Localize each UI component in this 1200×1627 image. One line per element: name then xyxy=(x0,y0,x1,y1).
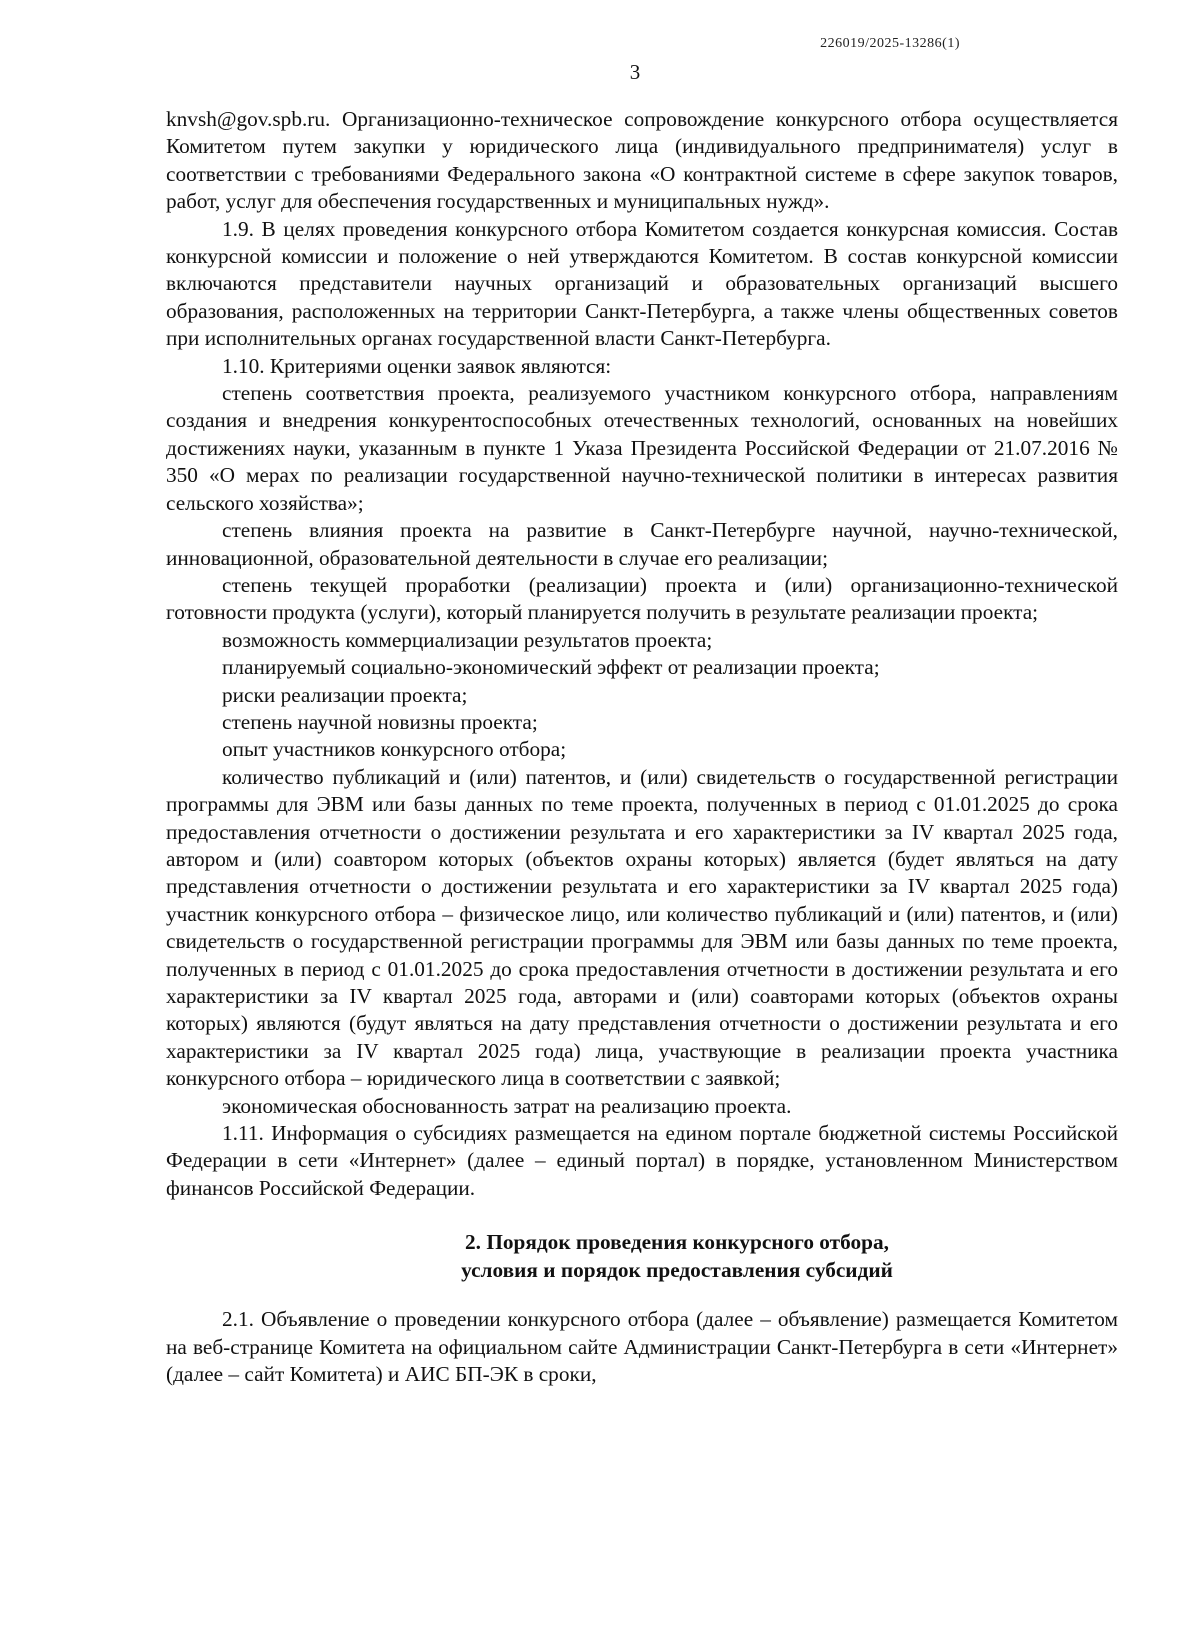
section-heading-line: условия и порядок предоставления субсидий xyxy=(461,1258,893,1283)
criterion-item: степень текущей проработки (реализации) проекта и (или) организационно-технической готовности продукта (услуги), который планируется получить в результате реализации проекта; xyxy=(166,572,1118,625)
criterion-item: риски реализации проекта; xyxy=(222,682,468,707)
paragraph-1-11: 1.11. Информация о субсидиях размещается на едином портале бюджетной системы Российской Федерации в сети «Интернет» (далее – единый портал) в порядке, установленном Министерством финансов Российской Федерации. xyxy=(166,1121,1118,1200)
criterion-item: планируемый социально-экономический эффект от реализации проекта; xyxy=(222,655,880,680)
section-heading xyxy=(166,1228,1118,1284)
document-body xyxy=(166,106,1118,1388)
paragraph-email-continuation: knvsh@gov.spb.ru. Организационно-техническое сопровождение конкурсного отбора осуществляется Комитетом путем закупки у юридического лица (индивидуального предпринимателя) услуг в соответствии с требованиями Федерального закона «О контрактной системе в сфере закупок товаров, работ, услуг для обеспечения государственных и муниципальных нужд». xyxy=(166,107,1118,214)
criterion-item: возможность коммерциализации результатов проекта; xyxy=(222,627,713,652)
section-heading-line: 2. Порядок проведения конкурсного отбора, xyxy=(465,1230,889,1255)
document-number: 226019/2025-13286(1) xyxy=(820,36,960,51)
criterion-item: степень влияния проекта на развитие в Санкт-Петербурге научной, научно-технической, инновационной, образовательной деятельности в случае его реализации; xyxy=(166,518,1118,570)
paragraph-1-10: 1.10. Критериями оценки заявок являются: xyxy=(222,353,612,378)
criterion-item: степень соответствия проекта, реализуемого участником конкурсного отбора, направлениям создания и внедрения конкурентоспособных отечественных технологий, основанных на новейших достижениях науки, указанным в пункте 1 Указа Президента Российской Федерации от 21.07.2016 № 350 «О мерах по реализации государственной научно-технической политики в интересах развития сельского хозяйства»; xyxy=(166,381,1118,515)
criterion-item: степень научной новизны проекта; xyxy=(222,709,538,734)
page-number: 3 xyxy=(629,60,641,84)
criterion-item: опыт участников конкурсного отбора; xyxy=(222,737,567,762)
criterion-item: количество публикаций и (или) патентов, и (или) свидетельств о государственной регистрации программы для ЭВМ или базы данных по теме проекта, полученных в период с 01.01.2025 до срока предоставления отчетности о достижении результата и его характеристики за IV квартал 2025 года, автором и (или) соавтором которых (объектов охраны которых) является (будет являться на дату представления отчетности о достижении результата и его характеристики за IV квартал 2025 года) участник конкурсного отбора – физическое лицо, или количество публикаций и (или) патентов, и (или) свидетельств о государственной регистрации программы для ЭВМ или базы данных по теме проекта, полученных в период с 01.01.2025 до срока предоставления отчетности в достижении результата и его характеристики за IV квартал 2025 года, авторами и (или) соавторами которых (объектов охраны которых) являются (будут являться на дату представления отчетности о достижении результата и его характеристики за IV квартал 2025 года) лица, участвующие в реализации проекта участника конкурсного отбора – юридического лица в соответствии с заявкой; xyxy=(166,764,1118,1091)
paragraph-1-9: 1.9. В целях проведения конкурсного отбора Комитетом создается конкурсная комиссия. Состав конкурсной комиссии и положение о ней утверждаются Комитетом. В состав конкурсной комиссии включаются представители научных организаций и образовательных организаций высшего образования, расположенных на территории Санкт-Петербурга, а также члены общественных советов при исполнительных органах государственной власти Санкт-Петербурга. xyxy=(166,216,1118,351)
criterion-item: экономическая обоснованность затрат на реализацию проекта. xyxy=(222,1093,792,1118)
paragraph-2-1: 2.1. Объявление о проведении конкурсного отбора (далее – объявление) размещается Комитетом на веб-странице Комитета на официальном сайте Администрации Санкт-Петербурга в сети «Интернет» (далее – сайт Комитета) и АИС БП-ЭК в сроки, xyxy=(166,1307,1118,1387)
